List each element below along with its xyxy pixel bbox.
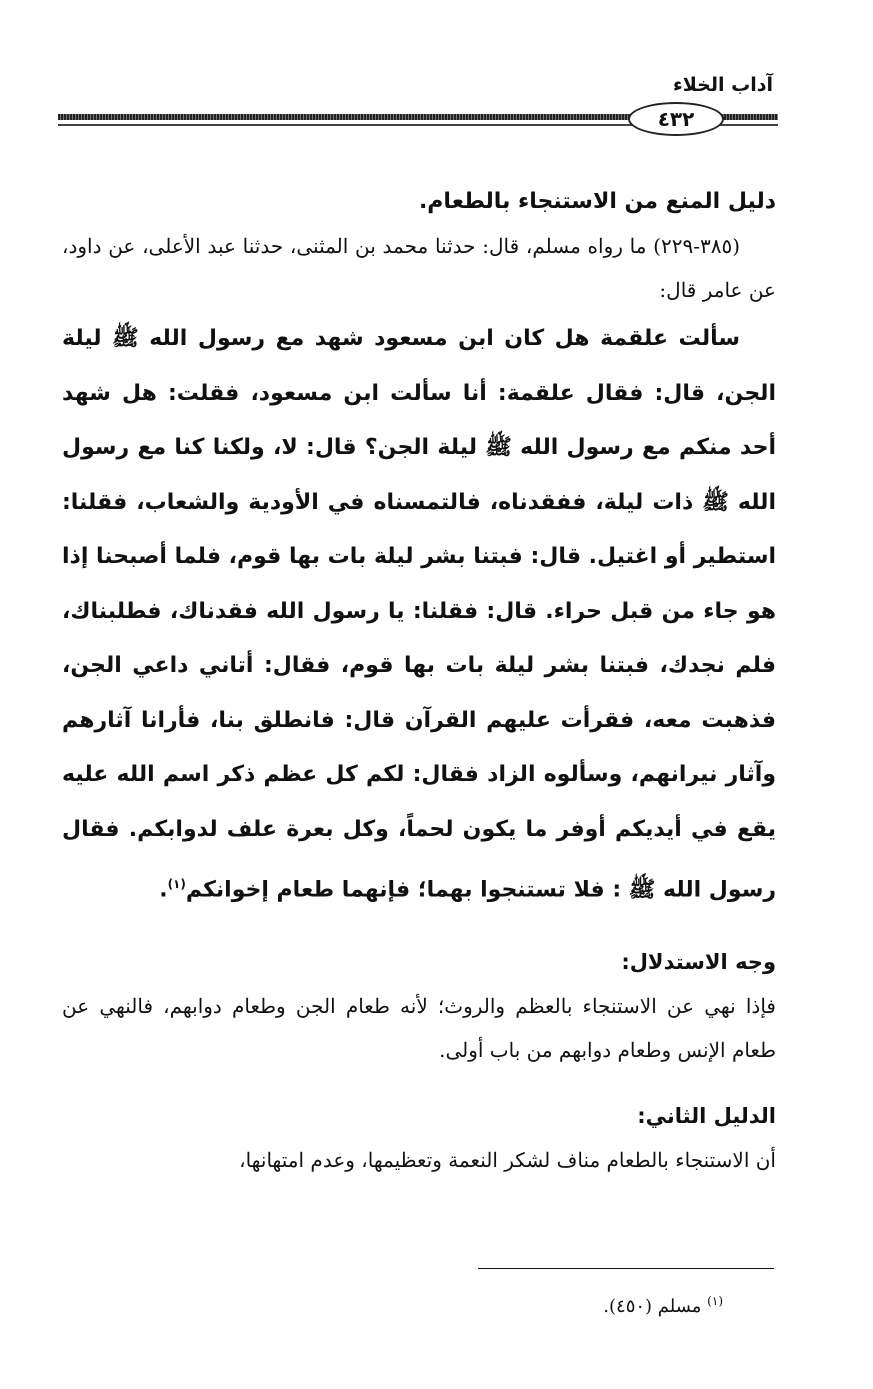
main-text — [62, 180, 776, 1182]
footnote — [603, 1286, 723, 1322]
hadith-text: سألت علقمة هل كان ابن مسعود شهد مع رسول الله ﷺ ليلة الجن، قال: فقال علقمة: أنا سألت ابن مسعود، فقلت: هل شهد أحد منكم مع رسول الله ﷺ ليلة الجن؟ قال: لا، ولكنا كنا مع رسول الله ﷺ ذات ليلة، ففقدناه، فالتمسناه في الأودية والشعاب، فقلنا: استطير أو اغتيل. قال: فبتنا بشر ليلة بات بها قوم، فلما أصبحنا إذا هو جاء من قبل حراء. قال: فقلنا: يا رسول الله فقدناك، فطلبناك، فلم نجدك، فبتنا بشر ليلة بات بها قوم، فقال: أتاني داعي الجن، فذهبت معه، فقرأت عليهم القرآن قال: فانطلق بنا، فأرانا آثارهم وآثار نيرانهم، وسألوه الزاد فقال: لكم كل عظم ذكر اسم الله عليه يقع في أيديكم أوفر ما يكون لحماً، وكل بعرة علف لدوابكم. فقال رسول الله ﷺ : فلا تستنجوا بهما؛ فإنهما طعام إخوانكم — [62, 326, 776, 903]
second-proof-heading: الدليل الثاني: — [637, 1103, 776, 1128]
hadith-paragraph: سألت علقمة هل كان ابن مسعود شهد مع رسول الله ﷺ ليلة الجن، قال: فقال علقمة: أنا سألت ابن مسعود، فقلت: هل شهد أحد منكم مع رسول الله ﷺ ليلة الجن؟ قال: لا، ولكنا كنا مع رسول الله ﷺ ذات ليلة، ففقدناه، فالتمسناه في الأودية والشعاب، فقلنا: استطير أو اغتيل. قال: فبتنا بشر ليلة بات بها قوم، فلما أصبحنا إذا هو جاء من قبل حراء. قال: فقلنا: يا رسول الله فقدناك، فطلبناك، فلم نجدك، فبتنا بشر ليلة بات بها قوم، فقال: أتاني داعي الجن، فذهبت معه، فقرأت عليهم القرآن قال: فانطلق بنا، فأرانا آثارهم وآثار نيرانهم، وسألوه الزاد فقال: لكم كل عظم ذكر اسم الله عليه يقع في أيديكم أوفر ما يكون لحماً، وكل بعرة علف لدوابكم. فقال رسول الله ﷺ : فلا تستنجوا بهما؛ فإنهما طعام إخوانكم$^{(١)}$. — [62, 326, 776, 903]
footnote-separator — [478, 1268, 774, 1269]
page-number-badge: ٤٣٢ — [628, 102, 724, 136]
isnad-paragraph: (٣٨٥-٢٢٩) ما رواه مسلم، قال: حدثنا محمد بن المثنى، حدثنا عبد الأعلى، عن داود، عن عامر قال: — [62, 234, 776, 302]
second-proof-paragraph: أن الاستنجاء بالطعام مناف لشكر النعمة وتعظيمها، وعدم امتهانها، — [239, 1147, 776, 1172]
section-heading: دليل المنع من الاستنجاء بالطعام. — [418, 189, 776, 214]
inference-heading: وجه الاستدلال: — [621, 949, 776, 974]
footnote-ref: (١) — [167, 877, 186, 891]
footnote-marker: (١) — [707, 1294, 723, 1308]
footnote-text: مسلم (٤٥٠). — [603, 1296, 702, 1317]
running-title: آداب الخلاء — [673, 74, 773, 96]
inference-paragraph: فإذا نهي عن الاستنجاء بالعظم والروث؛ لأنه طعام الجن وطعام دوابهم، فالنهي عن طعام الإنس وطعام دوابهم من باب أولى. — [62, 993, 776, 1062]
